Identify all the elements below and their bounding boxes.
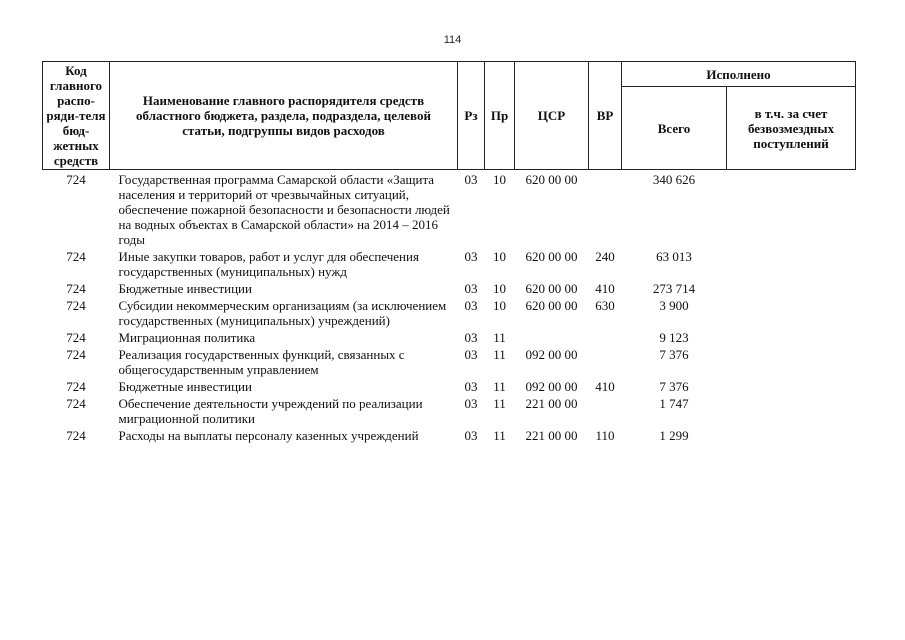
row-pr: 10	[493, 249, 506, 264]
row-vr: 630	[595, 298, 615, 313]
row-vr: 410	[595, 379, 615, 394]
row-csr: 620 00 00	[525, 249, 578, 264]
row-code: 724	[66, 347, 86, 362]
row-csr: 221 00 00	[525, 396, 578, 411]
row-csr: 221 00 00	[525, 428, 578, 443]
row-total: 273 714	[652, 281, 696, 296]
row-rz: 03	[464, 330, 478, 345]
row-rz: 03	[464, 298, 478, 313]
header-vr: ВР	[589, 62, 622, 170]
row-rz: 03	[464, 347, 478, 362]
row-total: 7 376	[659, 347, 689, 362]
header-rz: Рз	[458, 62, 485, 170]
table-row	[43, 279, 856, 296]
row-name: Расходы на выплаты персоналу казенных учреждений	[118, 428, 419, 443]
row-rz: 03	[464, 396, 478, 411]
row-pr: 11	[493, 379, 506, 394]
row-name: Иные закупки товаров, работ и услуг для обеспечения государственных (муниципальных) нужд	[118, 249, 419, 279]
row-csr: 092 00 00	[525, 347, 578, 362]
row-pr: 10	[493, 298, 506, 313]
row-total: 7 376	[659, 379, 689, 394]
row-code: 724	[66, 396, 86, 411]
row-pr: 10	[493, 172, 506, 187]
table-row	[43, 394, 856, 426]
table-row	[43, 247, 856, 279]
row-code: 724	[66, 330, 86, 345]
row-code: 724	[66, 379, 86, 394]
row-gratis	[727, 377, 856, 394]
row-name: Обеспечение деятельности учреждений по реализации миграционной политики	[118, 396, 423, 426]
row-gratis	[727, 394, 856, 426]
table-row	[43, 170, 856, 248]
row-pr: 11	[493, 347, 506, 362]
row-rz: 03	[464, 249, 478, 264]
page-number: 114	[443, 34, 462, 46]
row-total: 9 123	[659, 330, 689, 345]
table-row	[43, 345, 856, 377]
header-csr: ЦСР	[515, 62, 589, 170]
row-gratis	[727, 426, 856, 443]
row-csr: 620 00 00	[525, 281, 578, 296]
table-body	[43, 170, 856, 444]
table-row	[43, 296, 856, 328]
row-rz: 03	[464, 172, 478, 187]
row-gratis	[727, 328, 856, 345]
header-total: Всего	[622, 87, 727, 170]
table-header	[43, 62, 856, 170]
row-csr	[515, 328, 589, 345]
header-gratis: в т.ч. за счет безвозмездных поступлений	[727, 87, 856, 170]
row-gratis	[727, 296, 856, 328]
row-code: 724	[66, 249, 86, 264]
row-gratis	[727, 279, 856, 296]
row-pr: 11	[493, 428, 506, 443]
row-vr	[589, 345, 622, 377]
row-pr: 11	[493, 330, 506, 345]
row-name: Государственная программа Самарской области «Защита населения и территорий от чрезвычайных ситуаций, обеспечение пожарной безопасности и безопасности людей на водных объектах в Самарской области» на 2014 – 2016 годы	[118, 172, 450, 247]
row-vr: 110	[595, 428, 615, 443]
row-rz: 03	[464, 379, 478, 394]
row-csr: 620 00 00	[525, 298, 578, 313]
row-rz: 03	[464, 428, 478, 443]
row-code: 724	[66, 281, 86, 296]
row-total: 340 626	[652, 172, 696, 187]
budget-table	[42, 61, 856, 443]
row-vr: 240	[595, 249, 615, 264]
header-name: Наименование главного распорядителя средств областного бюджета, раздела, подраздела, целевой статьи, подгруппы видов расходов	[110, 62, 458, 170]
row-code: 724	[66, 428, 86, 443]
row-total: 63 013	[656, 249, 692, 264]
row-pr: 10	[493, 281, 506, 296]
table-row	[43, 328, 856, 345]
row-name: Бюджетные инвестиции	[118, 379, 252, 394]
row-name: Реализация государственных функций, связанных с общегосударственным управлением	[118, 347, 405, 377]
row-code: 724	[66, 172, 86, 187]
header-code: Код главного распо-ряди-теля бюд-жетных средств	[43, 62, 110, 170]
header-pr: Пр	[485, 62, 515, 170]
row-total: 1 299	[659, 428, 689, 443]
row-total: 1 747	[659, 396, 689, 411]
row-gratis	[727, 170, 856, 248]
row-csr: 620 00 00	[525, 172, 578, 187]
row-total: 3 900	[659, 298, 689, 313]
row-gratis	[727, 345, 856, 377]
row-vr	[589, 170, 622, 248]
table-row	[43, 377, 856, 394]
row-csr: 092 00 00	[525, 379, 578, 394]
row-vr	[589, 328, 622, 345]
row-code: 724	[66, 298, 86, 313]
row-name: Миграционная политика	[118, 330, 256, 345]
header-executed: Исполнено	[622, 62, 856, 87]
row-vr	[589, 394, 622, 426]
row-rz: 03	[464, 281, 478, 296]
row-gratis	[727, 247, 856, 279]
table-row	[43, 426, 856, 443]
row-name: Бюджетные инвестиции	[118, 281, 252, 296]
row-vr: 410	[595, 281, 615, 296]
row-name: Субсидии некоммерческим организациям (за исключением государственных (муниципальных) учреждений)	[118, 298, 447, 328]
row-pr: 11	[493, 396, 506, 411]
